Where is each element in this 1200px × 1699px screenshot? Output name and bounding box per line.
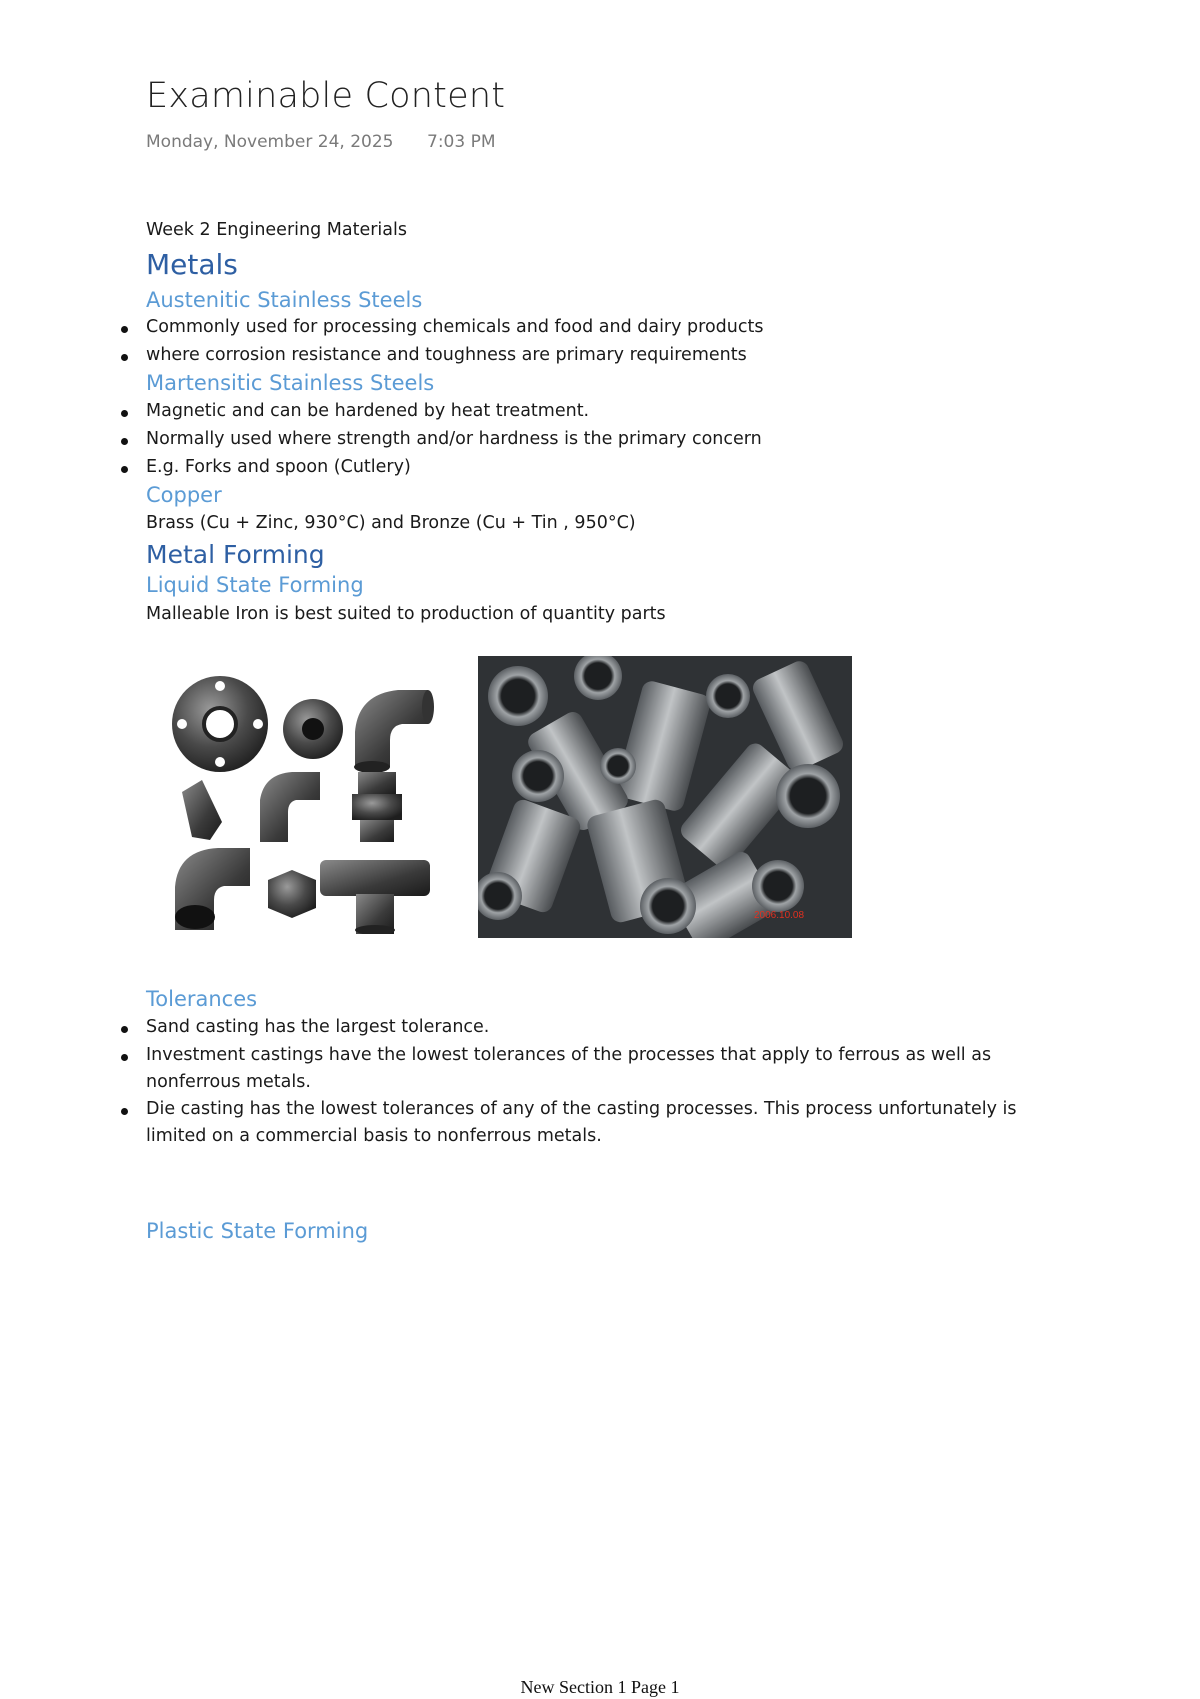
heading-martensitic: Martensitic Stainless Steels <box>146 371 435 395</box>
heading-metals: Metals <box>146 248 238 281</box>
list-item: Normally used where strength and/or hardness is the primary concern <box>146 429 762 449</box>
bullet-dot <box>121 410 128 417</box>
page-date: Monday, November 24, 2025 <box>146 132 394 152</box>
galvanized-fittings-photo <box>478 656 852 938</box>
list-item: Commonly used for processing chemicals and food and dairy products <box>146 317 764 337</box>
bullet-dot <box>121 438 128 445</box>
bullet-dot <box>121 354 128 361</box>
galvanized-fittings-illustration <box>478 656 852 938</box>
copper-text: Brass (Cu + Zinc, 930°C) and Bronze (Cu + Tin , 950°C) <box>146 513 636 533</box>
list-item: Magnetic and can be hardened by heat treatment. <box>146 401 590 421</box>
list-item: Sand casting has the largest tolerance. <box>146 1017 490 1037</box>
list-item: Die casting has the lowest tolerances of any of the casting processes. This process unfortunately is <box>146 1099 1017 1119</box>
liquid-text: Malleable Iron is best suited to production of quantity parts <box>146 604 666 624</box>
list-item: E.g. Forks and spoon (Cutlery) <box>146 457 411 477</box>
list-item: where corrosion resistance and toughness are primary requirements <box>146 345 747 365</box>
heading-copper: Copper <box>146 483 222 507</box>
bullet-dot <box>121 1026 128 1033</box>
bullet-dot <box>121 1054 128 1061</box>
page-time: 7:03 PM <box>427 132 496 152</box>
photo-date-stamp: 2006.10.08 <box>754 910 805 921</box>
bullet-dot <box>121 326 128 333</box>
heading-austenitic: Austenitic Stainless Steels <box>146 288 423 312</box>
page-title: Examinable Content <box>146 76 506 116</box>
list-item: Investment castings have the lowest tolerances of the processes that apply to ferrous as well as <box>146 1045 992 1065</box>
pipe-fittings-image <box>170 672 436 934</box>
page-footer: New Section 1 Page 1 <box>520 1677 680 1697</box>
heading-plastic-state: Plastic State Forming <box>146 1219 369 1243</box>
bullet-dot <box>121 1108 128 1115</box>
heading-metal-forming: Metal Forming <box>146 540 325 569</box>
intro-line: Week 2 Engineering Materials <box>146 220 407 240</box>
bullet-dot <box>121 466 128 473</box>
pipe-fittings-illustration <box>170 672 436 934</box>
heading-tolerances: Tolerances <box>146 987 258 1011</box>
list-item-continuation: limited on a commercial basis to nonferrous metals. <box>146 1126 602 1146</box>
heading-liquid-state: Liquid State Forming <box>146 573 364 597</box>
list-item-continuation: nonferrous metals. <box>146 1072 311 1092</box>
